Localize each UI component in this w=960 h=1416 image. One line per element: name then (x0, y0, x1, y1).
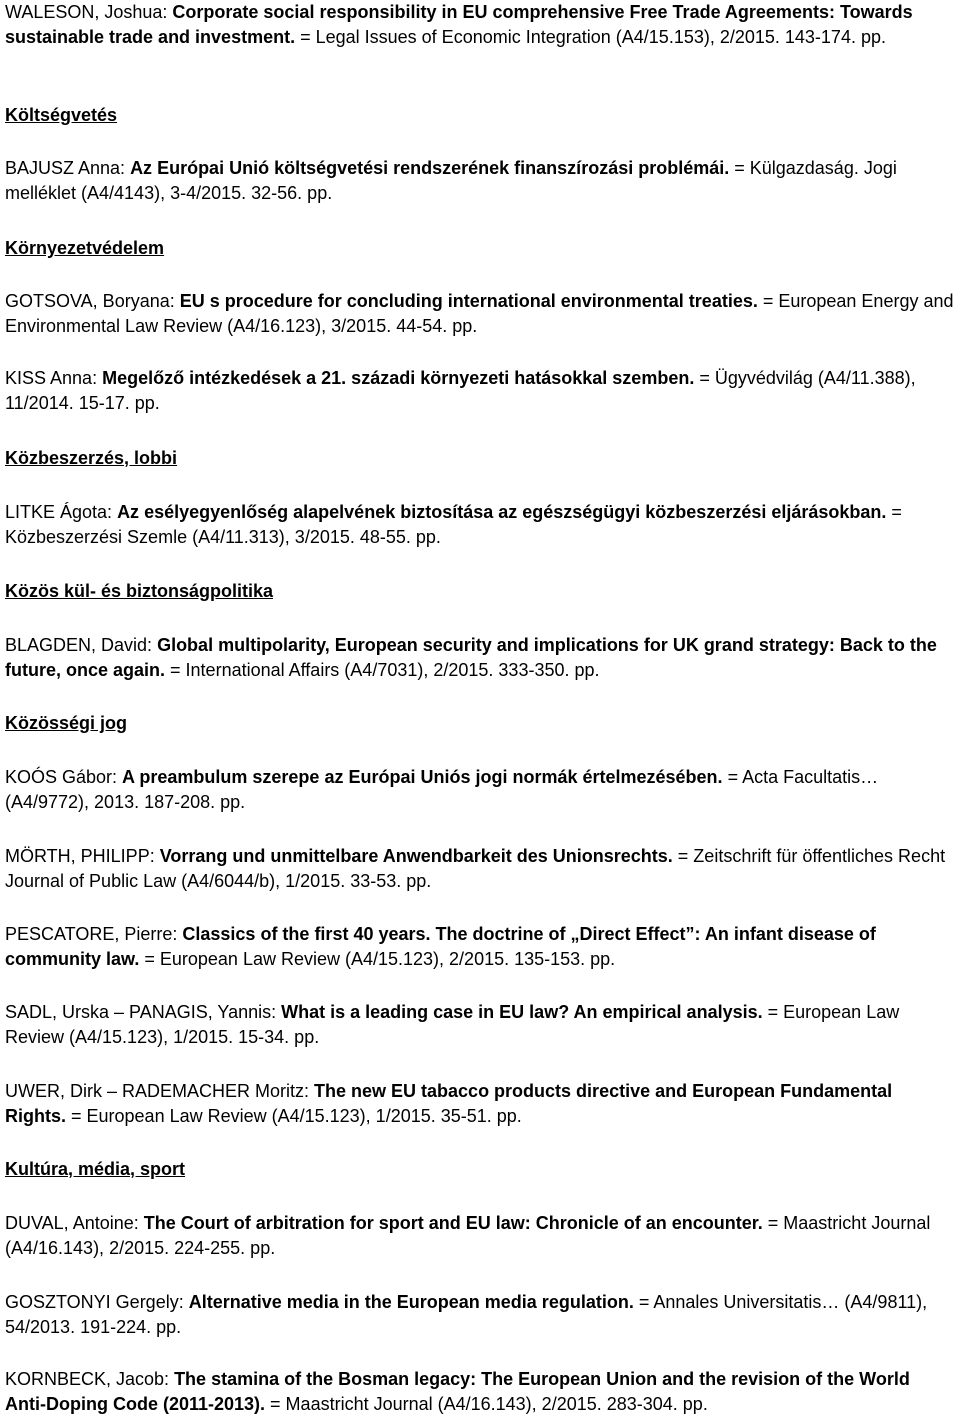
bibliography-entry (5, 765, 955, 814)
bibliography-entry (5, 633, 955, 682)
entry-author: DUVAL, Antoine: (5, 1213, 144, 1233)
entry-source: = European Law Review (A4/15.123), 2/2015. 135-153. pp. (139, 948, 616, 969)
entry-title: Megelőző intézkedések a 21. századi környezeti hatásokkal szemben. (102, 368, 695, 388)
entry-source: = Külgazdaság. Jogi melléklet (A4/4143), 3-4/2015. 32-56. pp. (5, 158, 897, 203)
entry-source: = Ügyvédvilág (A4/11.388), 11/2014. 15-17. pp. (5, 368, 916, 413)
bibliography-entry (5, 500, 955, 549)
entry-title: EU s procedure for concluding international environmental treaties. (179, 291, 758, 311)
entry-title: The stamina of the Bosman legacy: The European Union and the revision of the World Anti-Doping Code (2011-2013). (5, 1369, 910, 1414)
entry-title: A preambulum szerepe az Európai Uniós jogi normák értelmezésében. (122, 767, 723, 787)
entry-author: UWER, Dirk – RADEMACHER Moritz: (5, 1081, 315, 1101)
bibliography-entry (5, 1000, 955, 1049)
entry-title: Az Európai Unió költségvetési rendszerének finanszírozási problémái. (130, 158, 730, 178)
entry-title: Az esélyegyenlőség alapelvének biztosítása az egészségügyi közbeszerzési eljárásokban. (117, 502, 887, 522)
entry-title: Corporate social responsibility in EU comprehensive Free Trade Agreements: Towards sustainable trade and investment. (5, 2, 913, 47)
entry-author: GOTSOVA, Boryana: (5, 291, 180, 311)
bibliography-entry (5, 1367, 955, 1416)
entry-source: = International Affairs (A4/7031), 2/2015. 333-350. pp. (165, 659, 600, 680)
entry-source: = Maastricht Journal (A4/16.143), 2/2015. 283-304. pp. (265, 1393, 708, 1414)
entry-author: KORNBECK, Jacob: (5, 1369, 175, 1389)
section-heading-kozos-kul-es-biztonsagpolitika: Közös kül- és biztonságpolitika (5, 581, 274, 601)
section-heading-kozbeszerzes: Közbeszerzés, lobbi (5, 448, 178, 468)
bibliography-entry (5, 1079, 955, 1128)
entry-author: WALESON, Joshua: (5, 2, 173, 22)
entry-source: = Közbeszerzési Szemle (A4/11.313), 3/2015. 48-55. pp. (5, 502, 902, 547)
entry-author: BAJUSZ Anna: (5, 158, 131, 178)
entry-source: = Legal Issues of Economic Integration (A4/15.153), 2/2015. 143-174. pp. (295, 26, 886, 47)
bibliography-entry (5, 844, 955, 893)
bibliography-entry (5, 1290, 955, 1339)
entry-author: KISS Anna: (5, 368, 103, 388)
entry-author: SADL, Urska – PANAGIS, Yannis: (5, 1002, 282, 1022)
entry-author: MÖRTH, PHILIPP: (5, 846, 160, 866)
section-heading-kozossegi-jog: Közösségi jog (5, 713, 128, 733)
entry-source: = Annales Universitatis… (A4/9811), 54/2013. 191-224. pp. (5, 1292, 928, 1337)
entry-source: = European Energy and Environmental Law Review (A4/16.123), 3/2015. 44-54. pp. (5, 291, 954, 336)
entry-author: PESCATORE, Pierre: (5, 924, 183, 944)
entry-title: What is a leading case in EU law? An empirical analysis. (281, 1002, 763, 1022)
entry-source: = Zeitschrift für öffentliches Recht Journal of Public Law (A4/6044/b), 1/2015. 33-53. pp. (5, 846, 946, 891)
entry-title: The Court of arbitration for sport and EU law: Chronicle of an encounter. (143, 1213, 763, 1233)
entry-author: BLAGDEN, David: (5, 635, 158, 655)
entry-source: = Maastricht Journal (A4/16.143), 2/2015. 224-255. pp. (5, 1213, 931, 1258)
bibliography-entry (5, 156, 955, 205)
entry-title: Classics of the first 40 years. The doctrine of „Direct Effect”: An infant disease of community law. (5, 924, 876, 969)
bibliography-entry (5, 289, 955, 338)
entry-source: = European Law Review (A4/15.123), 1/2015. 15-34. pp. (5, 1002, 900, 1047)
bibliography-entry (5, 922, 955, 971)
section-heading-kornyezetvedelem: Környezetvédelem (5, 238, 165, 258)
entry-author: KOÓS Gábor: (5, 767, 123, 787)
entry-author: GOSZTONYI Gergely: (5, 1292, 189, 1312)
section-heading-kultura-media-sport: Kultúra, média, sport (5, 1159, 186, 1179)
entry-author: LITKE Ágota: (5, 502, 118, 522)
bibliography-entry (5, 1211, 955, 1260)
entry-title: Global multipolarity, European security and implications for UK grand strategy: Back to the future, once again. (5, 635, 937, 680)
section-heading-koltsegvetes: Költségvetés (5, 105, 118, 125)
entry-title: The new EU tabacco products directive and European Fundamental Rights. (5, 1081, 893, 1126)
bibliography-entry (5, 366, 955, 415)
entry-title: Alternative media in the European media regulation. (188, 1292, 634, 1312)
entry-source: = Acta Facultatis… (A4/9772), 2013. 187-208. pp. (5, 767, 879, 812)
entry-source: = European Law Review (A4/15.123), 1/2015. 35-51. pp. (66, 1105, 522, 1126)
entry-title: Vorrang und unmittelbare Anwendbarkeit des Unionsrechts. (159, 846, 673, 866)
bibliography-entry (5, 0, 955, 49)
